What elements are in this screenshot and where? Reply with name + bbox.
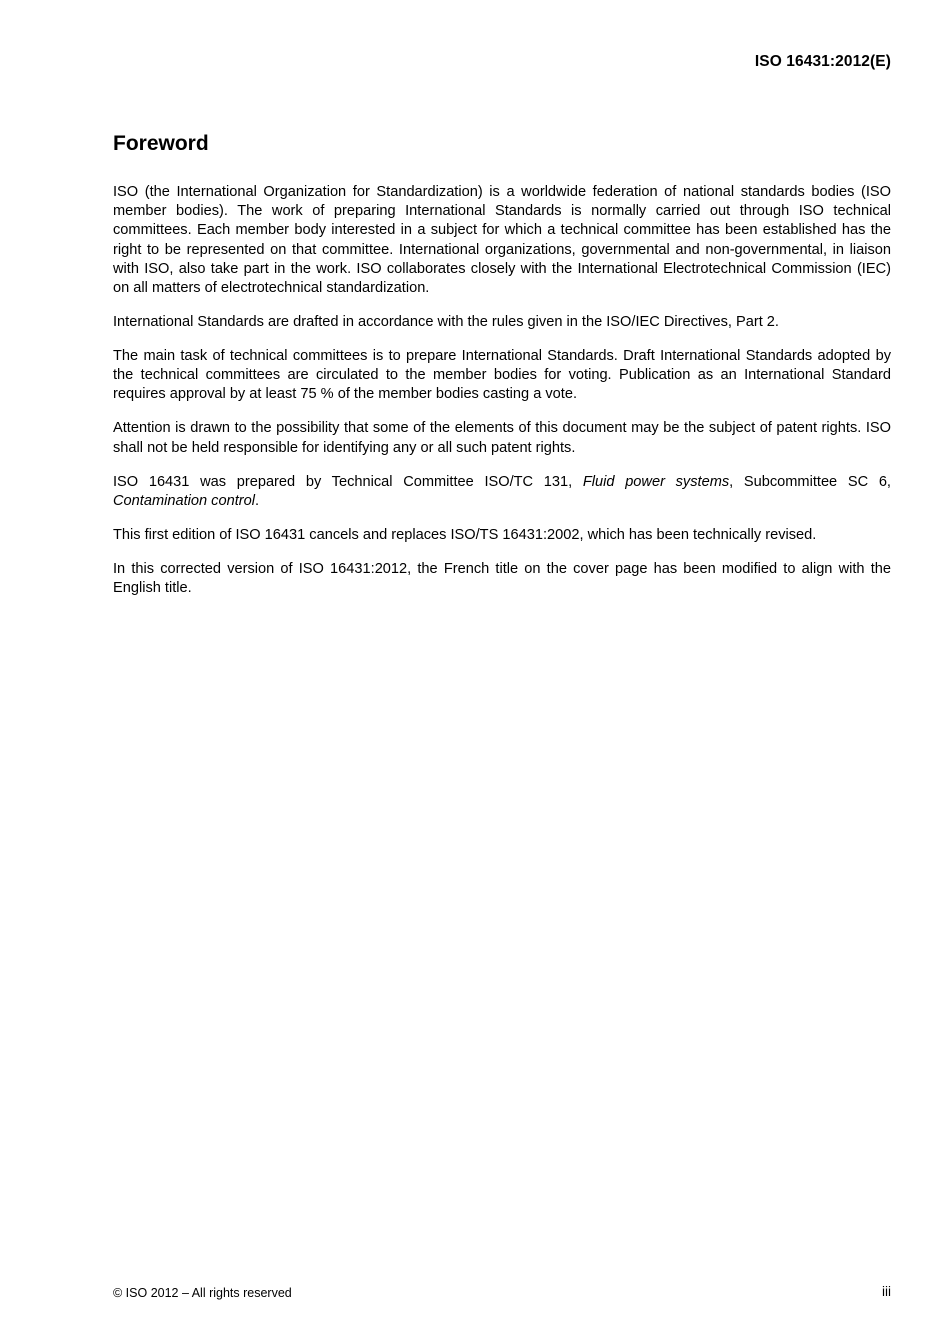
paragraph-correction: In this corrected version of ISO 16431:2012, the French title on the cover page has been modified to align with the English title. — [113, 560, 891, 597]
paragraph-prepared-by — [113, 473, 891, 511]
prepared-by-suffix: . — [254, 492, 260, 509]
prepared-by-middle: , Subcommittee SC 6, — [729, 473, 891, 490]
page-title: Foreword — [113, 132, 209, 155]
document-reference: ISO 16431:2012(E) — [754, 53, 891, 70]
paragraph-directives: International Standards are drafted in accordance with the rules given in the ISO/IEC Directives, Part 2. — [113, 314, 779, 331]
paragraph-iso-intro: ISO (the International Organization for Standardization) is a worldwide federation of national standards bodies (ISO member bodies). The work of preparing International Standards is normally carried out through ISO technical committees. Each member body interested in a subject for which a technical committee has been established has the right to be represented on that committee. International organizations, governmental and non-governmental, in liaison with ISO, also take part in the work. ISO collaborates closely with the International Electrotechnical Commission (IEC) on all matters of electrotechnical standardization. — [113, 184, 891, 297]
copyright-notice: © ISO 2012 – All rights reserved — [113, 1286, 292, 1300]
prepared-by-prefix: ISO 16431 was prepared by Technical Committee ISO/TC 131, — [113, 473, 583, 490]
page-number: iii — [882, 1284, 891, 1299]
paragraph-committee-task: The main task of technical committees is to prepare International Standards. Draft International Standards adopted by the technical committees are circulated to the member bodies for voting. Publication as an International Standard requires approval by at least 75 % of the member bodies casting a vote. — [113, 348, 891, 403]
subcommittee-title: Contamination control — [113, 492, 255, 509]
foreword-section — [113, 130, 891, 613]
paragraph-edition: This first edition of ISO 16431 cancels and replaces ISO/TS 16431:2002, which has been technically revised. — [113, 526, 817, 543]
paragraph-patent-rights: Attention is drawn to the possibility that some of the elements of this document may be the subject of patent rights. ISO shall not be held responsible for identifying any or all such patent rights. — [113, 420, 891, 456]
committee-title: Fluid power systems — [582, 473, 730, 490]
